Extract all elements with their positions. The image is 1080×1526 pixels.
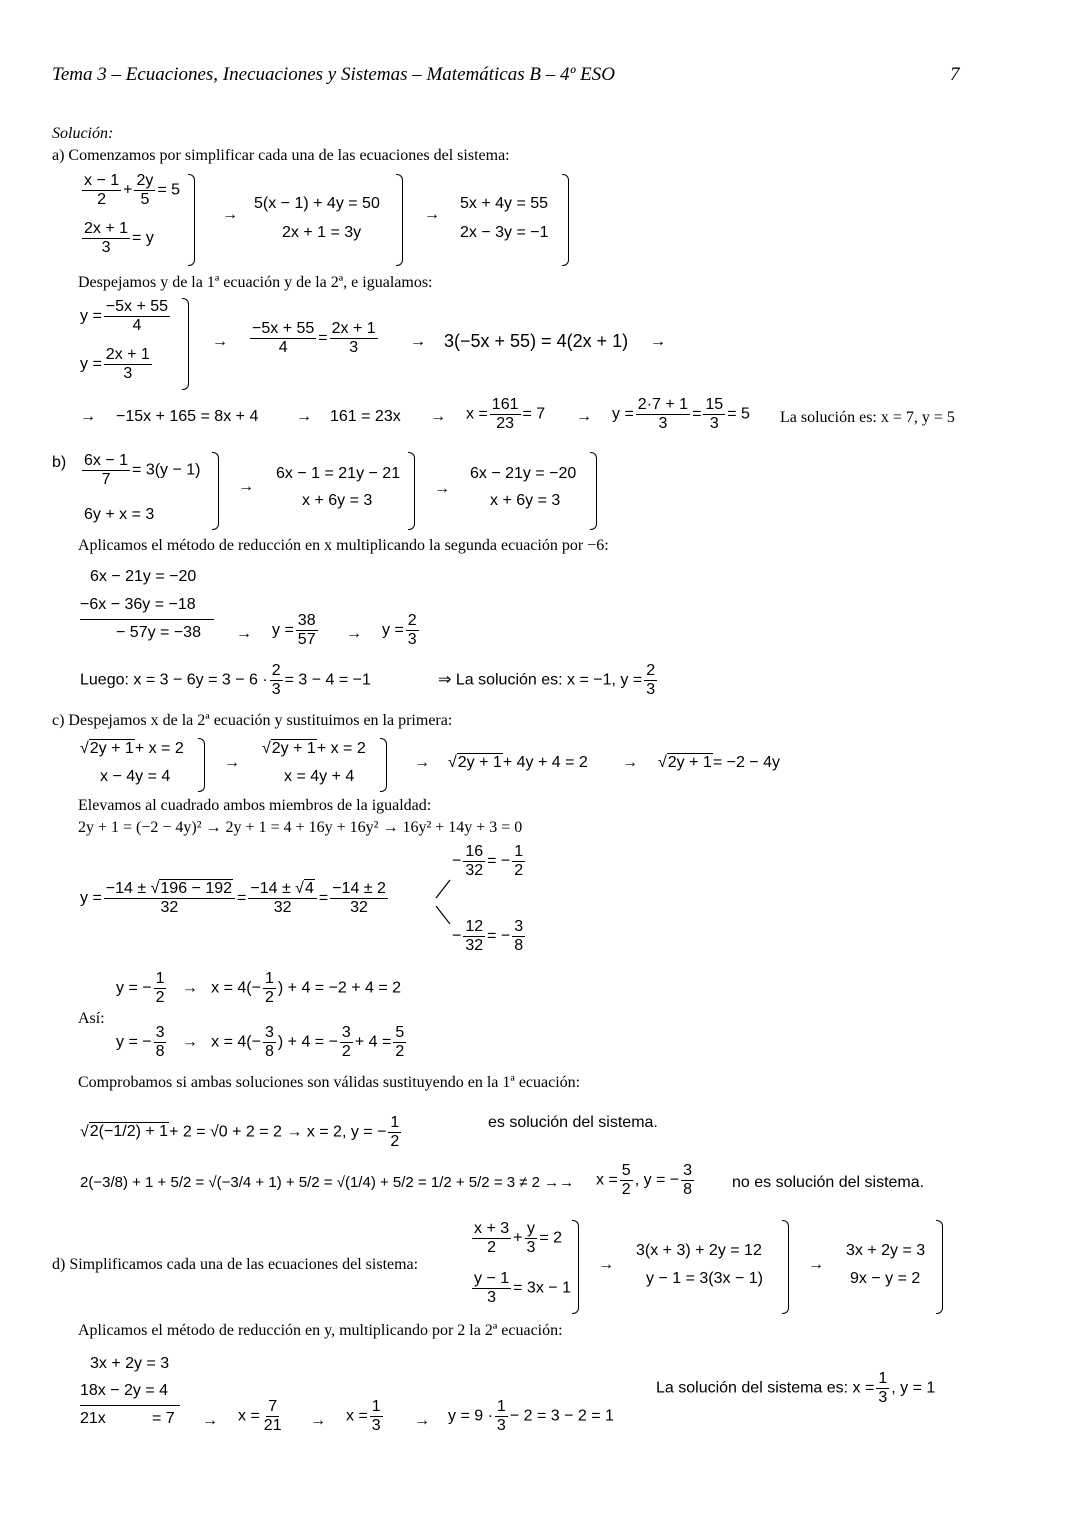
part-b-system3-eq2: x + 6y = 3 (490, 492, 561, 509)
sum-rule (80, 1405, 180, 1406)
brace (182, 298, 189, 390)
arrow: → (238, 478, 254, 495)
arrow: → (414, 754, 430, 771)
arrow: → (80, 408, 96, 425)
part-d-x-fraction: x = $\frac{7}{21}$ (238, 1398, 282, 1434)
part-b-y-simplified: y = $\frac{2}{3}$ (382, 612, 417, 648)
arrow: → (424, 206, 440, 223)
part-b-solution: ⇒ La solución es: x = −1, y = $\frac{2}{3}$ (438, 662, 656, 698)
brace (396, 174, 403, 266)
arrow: → (296, 408, 312, 425)
part-b-luego: Luego: x = 3 − 6y = 3 − 6 · $\frac{2}{3}$ = 3 − 4 = −1 (80, 662, 371, 698)
arrow: → (222, 206, 238, 223)
part-d-intro: d) Simplificamos cada una de las ecuaciones del sistema: (52, 1256, 419, 1273)
part-a-cross: 3(−5x + 55) = 4(2x + 1) (444, 331, 629, 351)
part-c-system1-eq2: x − 4y = 4 (100, 768, 171, 785)
arrow: → (414, 1412, 430, 1429)
brace (198, 738, 205, 792)
part-c-check-text: Comprobamos si ambas soluciones son válidas sustituyendo en la 1ª ecuación: (78, 1074, 581, 1091)
part-c-system1-eq1: √2y + 1+ x = 2 (80, 740, 184, 757)
part-c-step4: √2y + 1= −2 − 4y (658, 754, 780, 771)
brace (562, 174, 569, 266)
part-b-reduction-row2: −6x − 36y = −18 (80, 596, 196, 613)
part-c-system2-eq1: √2y + 1+ x = 2 (262, 740, 366, 757)
part-a-line3a: −15x + 165 = 8x + 4 (116, 408, 259, 425)
part-a-system3-eq2: 2x − 3y = −1 (460, 224, 549, 241)
part-a-intro: a) Comenzamos por simplificar cada una de las ecuaciones del sistema: (52, 147, 510, 164)
part-c-check2-message: no es solución del sistema. (732, 1174, 925, 1191)
part-c-check2: 2(−3/8) + 1 + 5/2 = √(−3/4 + 1) + 5/2 = √(1/4) + 5/2 = 1/2 + 5/2 = 3 ≠ 2 →→ (80, 1174, 575, 1191)
part-d-x-simplified: x = $\frac{1}{3}$ (346, 1398, 381, 1434)
part-c-check1-message: es solución del sistema. (488, 1114, 658, 1131)
arrow: → (598, 1256, 614, 1273)
part-d-system1-eq1: $\frac{x + 3}{2}$ + $\frac{y}{3}$ = 2 (474, 1220, 563, 1256)
part-d-reduction-row3b: = 7 (152, 1410, 175, 1427)
part-b-y-fraction: y = $\frac{38}{57}$ (272, 612, 316, 648)
part-d-system1-eq2: $\frac{y - 1}{3}$ = 3x − 1 (474, 1270, 571, 1306)
part-c-check1: √2(−1/2) + 1+ 2 = √0 + 2 = 2 → x = 2, y = − $\frac{1}{2}$ (80, 1114, 400, 1150)
part-c-square-text: Elevamos al cuadrado ambos miembros de la igualdad: (78, 797, 432, 814)
part-c-case1: y = − $\frac{1}{2}$ → x = 4(− $\frac{1}{2}$ ) + 4 = −2 + 4 = 2 (116, 970, 402, 1006)
arrow: → (410, 333, 426, 350)
part-c-root2: − $\frac{12}{32}$ = − $\frac{3}{8}$ (452, 918, 524, 954)
brace (590, 452, 597, 530)
part-c-quadratic-formula: y = $\frac{-14 \pm √196 - 192}{32}$ = $\frac{-14 \pm √4}{32}$ = $\frac{-14 \pm 2}{32}$ (80, 880, 386, 916)
part-a-y-value: y = $\frac{2\cdot 7 + 1}{3}$ = $\frac{15}{3}$ = 5 (612, 396, 750, 432)
part-d-system2-eq1: 3(x + 3) + 2y = 12 (636, 1242, 762, 1259)
part-a-x-value: x = $\frac{161}{23}$ = 7 (466, 396, 546, 432)
sum-rule (80, 619, 214, 620)
part-a-step2-text: Despejamos y de la 1ª ecuación y de la 2ª, e igualamos: (78, 274, 433, 291)
part-b-system1-eq2: 6y + x = 3 (84, 506, 155, 523)
part-a-system1-eq1: $\frac{x - 1}{2}$ + $\frac{2y}{5}$ = 5 (84, 172, 181, 208)
part-a-line3b: 161 = 23x (330, 408, 401, 425)
brace (380, 738, 387, 792)
part-a-solution: La solución es: x = 7, y = 5 (780, 409, 955, 426)
arrow: → (622, 754, 638, 771)
part-a-system2-eq2: 2x + 1 = 3y (282, 224, 362, 241)
arrow: → (808, 1256, 824, 1273)
arrow: → (650, 333, 666, 350)
part-a-equate: $\frac{-5x + 55}{4}$ = $\frac{2x + 1}{3}$ (252, 320, 376, 356)
part-d-reduction-row3a: 21x (80, 1410, 106, 1427)
part-b-system2-eq2: x + 6y = 3 (302, 492, 373, 509)
part-d-system2-eq2: y − 1 = 3(3x − 1) (646, 1270, 763, 1287)
page-header-title: Tema 3 – Ecuaciones, Inecuaciones y Sistemas – Matemáticas B – 4º ESO (52, 64, 615, 85)
brace (212, 452, 219, 530)
part-c-case2: y = − $\frac{3}{8}$ → x = 4(− $\frac{3}{8}$ ) + 4 = − $\frac{3}{2}$ + 4 = $\frac{5}{2}$ (116, 1024, 405, 1060)
part-a-system3-eq1: 5x + 4y = 55 (460, 195, 549, 212)
arrow: → (212, 333, 228, 350)
part-d-method: Aplicamos el método de reducción en y, multiplicando por 2 la 2ª ecuación: (78, 1322, 563, 1339)
part-c-system2-eq2: x = 4y + 4 (284, 768, 355, 785)
page-number: 7 (950, 64, 960, 85)
part-b-system3-eq1: 6x − 21y = −20 (470, 465, 577, 482)
part-d-reduction-row1: 3x + 2y = 3 (90, 1355, 170, 1372)
part-b-label: b) (52, 454, 67, 471)
part-c-check2-solution: x = $\frac{5}{2}$ , y = − $\frac{3}{8}$ (596, 1162, 693, 1198)
arrow: → (224, 754, 240, 771)
arrow: → (430, 408, 446, 425)
part-b-reduction-row1: 6x − 21y = −20 (90, 568, 197, 585)
part-b-method: Aplicamos el método de reducción en x multiplicando la segunda ecuación por −6: (78, 537, 609, 554)
arrow: → (576, 408, 592, 425)
part-a-y1: y = $\frac{-5x + 55}{4}$ (80, 298, 169, 334)
part-b-reduction-row3: − 57y = −38 (116, 624, 201, 641)
brace (408, 452, 415, 530)
part-a-y2: y = $\frac{2x + 1}{3}$ (80, 346, 150, 382)
part-d-reduction-row2: 18x − 2y = 4 (80, 1382, 169, 1399)
arrow: → (434, 480, 450, 497)
part-c-root1: − $\frac{16}{32}$ = − $\frac{1}{2}$ (452, 843, 524, 879)
part-c-square-eq: 2y + 1 = (−2 − 4y)² → 2y + 1 = 4 + 16y + 16y² → 16y² + 14y + 3 = 0 (78, 819, 523, 836)
part-a-system1-eq2: $\frac{2x + 1}{3}$ = y (84, 220, 154, 256)
brace (572, 1220, 579, 1314)
part-c-asi: Así: (78, 1010, 105, 1027)
arrow: → (202, 1412, 218, 1429)
arrow: → (236, 625, 252, 642)
part-d-system3-eq1: 3x + 2y = 3 (846, 1242, 926, 1259)
brace (936, 1220, 943, 1314)
part-d-system3-eq2: 9x − y = 2 (850, 1270, 921, 1287)
solution-label: Solución: (52, 125, 114, 142)
part-d-y-value: y = 9 · $\frac{1}{3}$ − 2 = 3 − 2 = 1 (448, 1398, 614, 1434)
part-a-system2-eq1: 5(x − 1) + 4y = 50 (254, 195, 380, 212)
brace (782, 1220, 789, 1314)
brace (188, 174, 195, 266)
part-c-step3: √2y + 1+ 4y + 4 = 2 (448, 754, 588, 771)
part-b-system1-eq1: $\frac{6x - 1}{7}$ = 3(y − 1) (84, 452, 201, 488)
part-c-intro: c) Despejamos x de la 2ª ecuación y sustituimos en la primera: (52, 712, 453, 729)
part-d-solution: La solución del sistema es: x = $\frac{1}{3}$ , y = 1 (656, 1370, 936, 1406)
part-b-system2-eq1: 6x − 1 = 21y − 21 (276, 465, 401, 482)
arrow: → (310, 1412, 326, 1429)
arrow: → (346, 625, 362, 642)
